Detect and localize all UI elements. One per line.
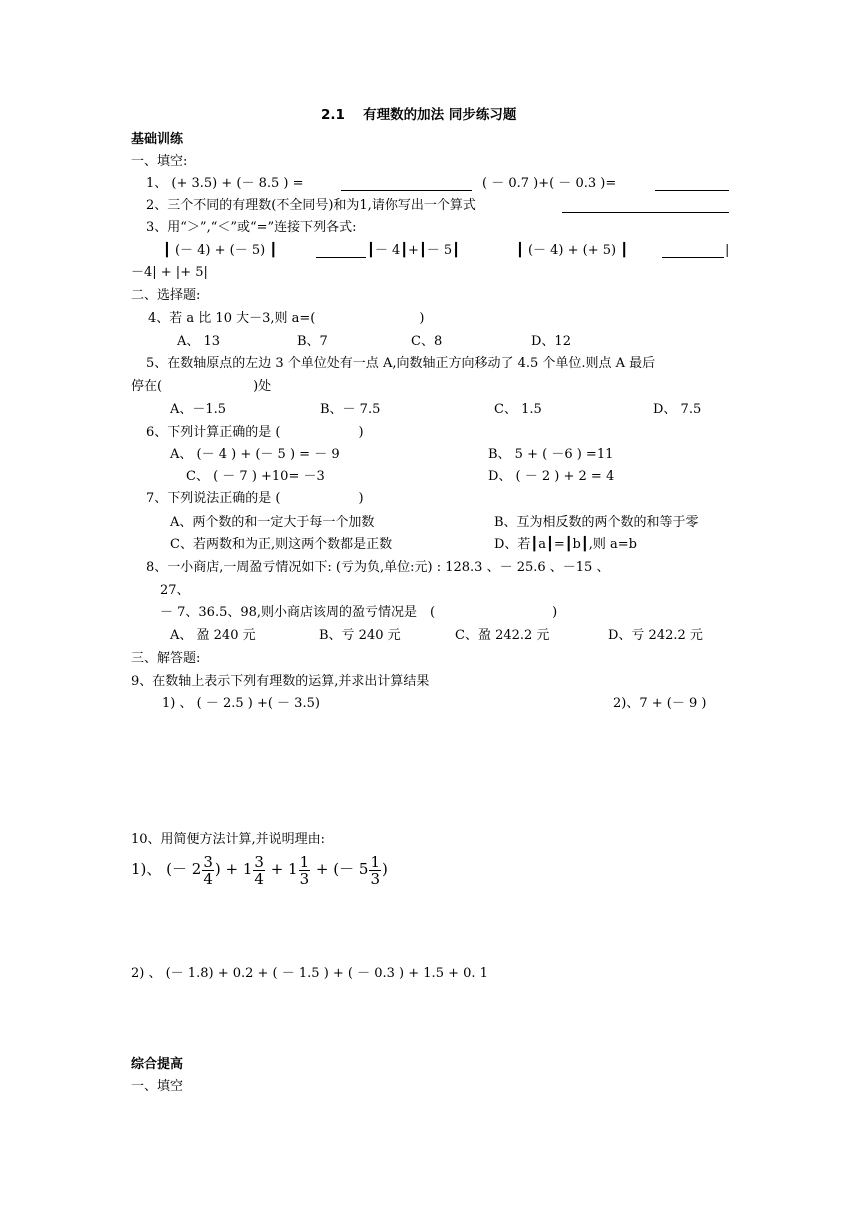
part2-heading: 二、选择题: (131, 288, 201, 303)
question-4-option-d: D、12 (531, 334, 571, 349)
question-6: 6、下列计算正确的是 ( ) (146, 425, 364, 440)
answer-blank-1a[interactable] (341, 176, 472, 191)
answer-blank-2[interactable] (562, 198, 729, 213)
question-3-bar: | (725, 243, 730, 258)
question-5-option-c: C、 1.5 (494, 402, 542, 417)
answer-blank-3b[interactable] (662, 243, 724, 258)
fraction-3-numerator: 1 (299, 852, 310, 871)
question-6-option-d: D、 ( － 2 ) + 2 = 4 (488, 469, 615, 484)
question-10-part2: 2) 、 (－ 1.8) + 0.2 + ( － 1.5 ) + ( － 0.3 ) + 1.5 + 0. 1 (131, 966, 488, 981)
question-9-part1: 1) 、 ( － 2.5 ) +( － 3.5) (162, 696, 320, 711)
question-5-line2: 停在( )处 (131, 379, 272, 394)
question-7: 7、下列说法正确的是 ( ) (146, 491, 364, 506)
fraction-4-denominator: 3 (370, 869, 380, 888)
answer-blank-3a[interactable] (316, 243, 366, 258)
question-5-option-b: B、－ 7.5 (320, 402, 381, 417)
question-8-line1: 8、一小商店,一周盈亏情况如下: (亏为负,单位:元) : 128.3 、－ 25.6 、－15 、 (146, 560, 610, 575)
question-8-option-d: D、亏 242.2 元 (608, 628, 703, 643)
question-4-option-b: B、7 (297, 334, 328, 349)
question-8-option-b: B、亏 240 元 (319, 628, 401, 643)
question-3-expr-a: ┃ (－ 4) + (－ 5) ┃ (163, 243, 278, 258)
question-5-option-a: A、－1.5 (170, 402, 227, 417)
question-10: 10、用简便方法计算,并说明理由: (131, 832, 326, 847)
question-3-expr-b: ┃－ 4┃+┃－ 5┃ (367, 243, 461, 258)
question-7-option-a: A、两个数的和一定大于每一个加数 (170, 515, 375, 530)
answer-blank-1b[interactable] (655, 176, 729, 191)
question-4: 4、若 a 比 10 大－3,则 a=( ) (148, 311, 425, 326)
fraction-1-denominator: 4 (203, 869, 213, 888)
fraction-2-numerator: 3 (254, 852, 264, 871)
q10-1-plus2: + 1 (270, 860, 298, 878)
question-9: 9、在数轴上表示下列有理数的运算,并求出计算结果 (131, 674, 430, 689)
question-1b: ( － 0.7 )+( － 0.3 )= (482, 176, 617, 191)
fraction-3 (299, 854, 311, 887)
question-4-option-c: C、8 (411, 334, 443, 349)
q10-1-plus1: ) + 1 (214, 860, 253, 878)
question-4-option-a: A、 13 (177, 334, 221, 349)
question-8-option-c: C、盈 242.2 元 (455, 628, 550, 643)
question-5-option-d: D、 7.5 (653, 402, 702, 417)
page-title: 2.1 有理数的加法 同步练习题 (321, 107, 517, 123)
q10-1-plus3: + (－ 5 (315, 860, 369, 878)
fraction-4-numerator: 1 (370, 852, 380, 871)
section-heading-advanced: 综合提高 (131, 1057, 184, 1072)
question-3-expr-d: －4| + |+ 5| (131, 265, 208, 280)
question-6-option-a: A、 (－ 4 ) + (－ 5 ) = － 9 (170, 447, 340, 462)
q10-1-prefix: 1)、 (－ 2 (131, 860, 202, 878)
question-10-part1 (131, 851, 388, 887)
advanced-part1-heading: 一、填空 (131, 1079, 184, 1094)
q10-1-end: ) (381, 860, 388, 878)
question-9-part2: 2)、7 + (－ 9 ) (613, 696, 707, 711)
question-6-option-c: C、 ( － 7 ) +10= －3 (186, 469, 325, 484)
question-7-option-b: B、互为相反数的两个数的和等于零 (494, 515, 699, 530)
fraction-2 (253, 854, 265, 887)
fraction-2-denominator: 4 (254, 869, 264, 888)
question-2: 2、三个不同的有理数(不全同号)和为1,请你写出一个算式 (146, 198, 476, 213)
question-1a: 1、 (+ 3.5) + (－ 8.5 ) = (146, 176, 304, 191)
part3-heading: 三、解答题: (131, 651, 201, 666)
question-7-option-d: D、若┃a┃=┃b┃,则 a=b (494, 537, 637, 552)
fraction-1 (202, 854, 214, 887)
question-6-option-b: B、 5 + ( －6 ) =11 (488, 447, 614, 462)
section-heading-basic: 基础训练 (131, 132, 184, 147)
fraction-3-denominator: 3 (299, 869, 310, 888)
fraction-1-numerator: 3 (203, 852, 213, 871)
question-3-expr-c: ┃ (－ 4) + (+ 5) ┃ (516, 243, 629, 258)
question-3: 3、用“＞”,“＜”或“=”连接下列各式: (146, 220, 357, 235)
question-8-line3: － 7、36.5、98,则小商店该周的盈亏情况是 ( ) (160, 605, 558, 620)
question-8-line2: 27、 (160, 583, 190, 598)
question-7-option-c: C、若两数和为正,则这两个数都是正数 (170, 537, 393, 552)
part1-heading: 一、填空: (131, 154, 188, 169)
fraction-4 (369, 854, 381, 887)
question-8-option-a: A、 盈 240 元 (170, 628, 256, 643)
question-5-line1: 5、在数轴原点的左边 3 个单位处有一点 A,向数轴正方向移动了 4.5 个单位.则点 A 最后 (146, 356, 656, 371)
